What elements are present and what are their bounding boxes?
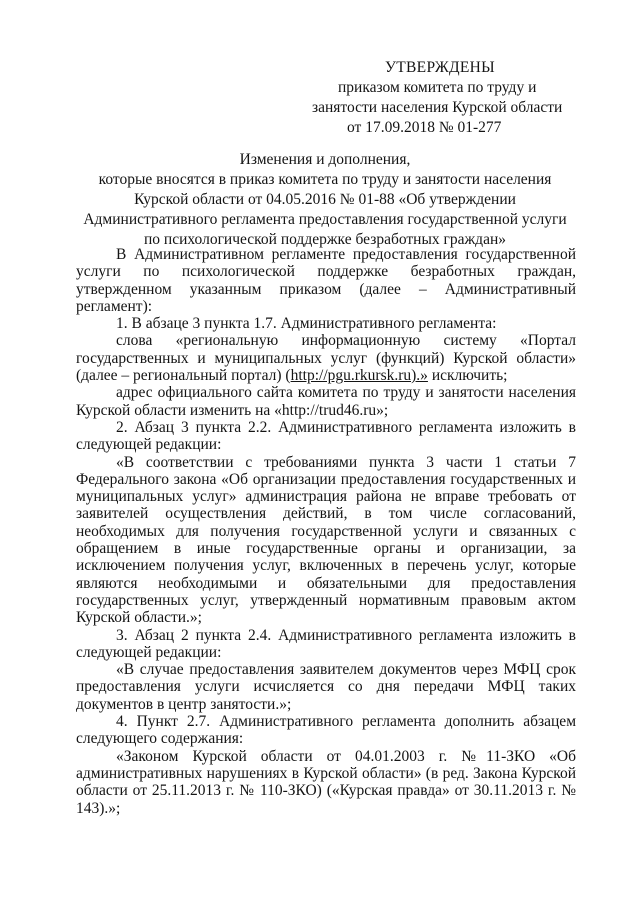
document-title (80, 150, 570, 250)
item-2-heading: 2. Абзац 3 пункта 2.2. Административного регламента изложить в следующей редакции: (76, 418, 576, 454)
approval-line: от 17.09.2018 № 01-277 (347, 119, 502, 136)
approval-line: приказом комитета по труду и (338, 79, 537, 96)
title-line: которые вносятся в приказ комитета по труду и занятости населения (98, 171, 552, 188)
title-line: Административного регламента предоставления государственной услуги (83, 211, 567, 228)
document-body (76, 246, 576, 817)
title-line: Курской области от 04.05.2016 № 01-88 «Об утверждении (134, 191, 516, 208)
item-1-words-paragraph (76, 332, 576, 384)
item-3-quote: «В случае предоставления заявителем документов через МФЦ срок предоставления услуги исчисляется со дня передачи МФЦ таких документов в центр занятости.»; (76, 661, 576, 713)
approval-title: УТВЕРЖДЕНЫ (385, 59, 495, 76)
title-line: по психологической поддержке безработных граждан» (144, 231, 506, 248)
intro-paragraph: В Административном регламенте предоставления государственной услуги по психологической поддержке безработных граждан, утвержденном указанным приказом (далее – Административный регламент): (76, 246, 576, 315)
item-1-heading: 1. В абзаце 3 пункта 1.7. Административного регламента: (116, 315, 497, 333)
item-4-heading: 4. Пункт 2.7. Административного регламента дополнить абзацем следующего содержания: (76, 713, 576, 748)
portal-link[interactable]: http://pgu.rkursk.ru).» (290, 367, 428, 385)
item-1-address-paragraph: адрес официального сайта комитета по труду и занятости населения Курской области изменить на «http://trud46.ru»; (76, 384, 576, 419)
approval-line: занятости населения Курской области (312, 99, 563, 116)
approval-block (310, 58, 590, 138)
item-2-quote: «В соответствии с требованиями пункта 3 части 1 статьи 7 Федерального закона «Об организации предоставления государственных и муниципальных услуг» администрация района не вправе требовать от заявителей осуществления действий, в том числе согласований, необходимых для получения государственной услуги и связанных с обращением в иные государственные органы и организации, за исключением получения услуг, включенных в перечень услуг, которые являются необходимыми и обязательными для предоставления государственных услуг, утвержденный нормативным правовым актом Курской области.»; (76, 453, 576, 627)
title-line: Изменения и дополнения, (239, 151, 411, 168)
item-1-words-after: исключить; (427, 367, 508, 385)
item-4-quote: «Законом Курской области от 04.01.2003 г. №11-ЗКО «Об административных нарушениях в Курской области» (в ред. Закона Курской области от 25.11.2013 г. № 110-ЗКО) («Курская правда» от 30.11.2013 г. № 143).»; (76, 747, 576, 817)
item-3-heading: 3. Абзац 2 пункта 2.4. Административного регламента изложить в следующей редакции: (76, 626, 576, 661)
item-1-words-before: слова «региональную информационную систему «Портал государственных и муниципальных услуг (функций) Курской области» (далее – региональный портал) ( (76, 332, 576, 385)
